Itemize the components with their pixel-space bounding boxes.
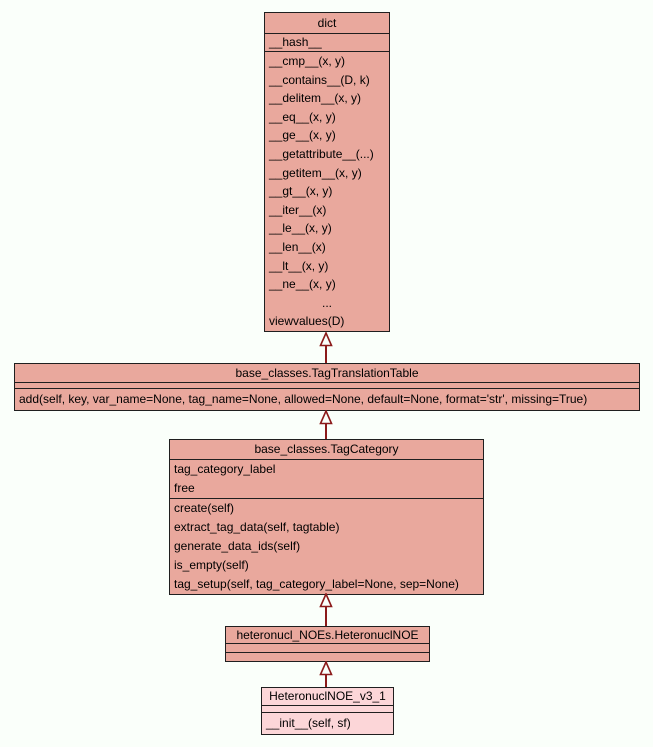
method-row: viewvalues(D) [269,314,345,329]
method-row: tag_setup(self, tag_category_label=None, sep=None) [174,577,459,591]
method-row: __lt__(x, y) [269,258,329,273]
methods-compartment [265,52,389,331]
method-row: __iter__(x) [269,202,327,217]
method-row: __cmp__(x, y) [269,54,346,68]
method-row: __le__(x, y) [269,221,332,236]
method-row: __len__(x) [269,239,326,254]
methods-compartment [170,499,483,594]
method-row: __ge__(x, y) [269,128,336,143]
method-row: generate_data_ids(self) [174,539,301,553]
attribute-row: free [174,481,195,495]
method-row: extract_tag_data(self, tagtable) [174,520,340,534]
class-title: heteronucl_NOEs.HeteronuclNOE [226,627,429,644]
methods-compartment [262,713,393,734]
class-title: dict [265,13,389,34]
class-title: HeteronuclNOE_v3_1 [262,688,393,706]
attributes-compartment [265,34,389,52]
method-row: __getattribute__(...) [269,146,374,161]
method-row: __eq__(x, y) [269,109,336,124]
class-box-tag-translation-table[interactable] [14,363,640,411]
attribute-row: __hash__ [269,35,322,49]
class-title: base_classes.TagCategory [170,440,483,460]
attributes-compartment [262,706,393,713]
inheritance-arrow-to-dict [318,332,334,363]
class-box-heteronucl-noe-v3-1[interactable] [261,687,394,735]
methods-compartment [226,653,429,661]
inheritance-arrow-to-tag-translation-table [318,410,334,439]
attribute-row: tag_category_label [174,462,276,476]
inheritance-arrow-to-heteronucl-noe [318,661,334,687]
attributes-compartment [170,460,483,499]
methods-compartment [15,389,639,410]
class-box-dict[interactable] [264,12,390,332]
inheritance-arrow-to-tag-category [318,593,334,626]
class-box-heteronucl-noe[interactable] [225,626,430,662]
method-row: __gt__(x, y) [269,184,333,199]
method-row: is_empty(self) [174,558,249,572]
method-row: add(self, key, var_name=None, tag_name=None, allowed=None, default=None, format='str', missing=True) [19,392,588,406]
class-box-tag-category[interactable] [169,439,484,595]
method-row: __ne__(x, y) [269,277,336,292]
method-row: __init__(self, sf) [266,716,351,730]
class-title: base_classes.TagTranslationTable [15,364,639,383]
method-row: __contains__(D, k) [269,72,370,87]
ellipsis-row: ... [321,295,332,310]
method-row: __delitem__(x, y) [269,91,362,106]
method-row: create(self) [174,501,235,515]
attributes-compartment [226,644,429,653]
method-row: __getitem__(x, y) [269,165,362,180]
